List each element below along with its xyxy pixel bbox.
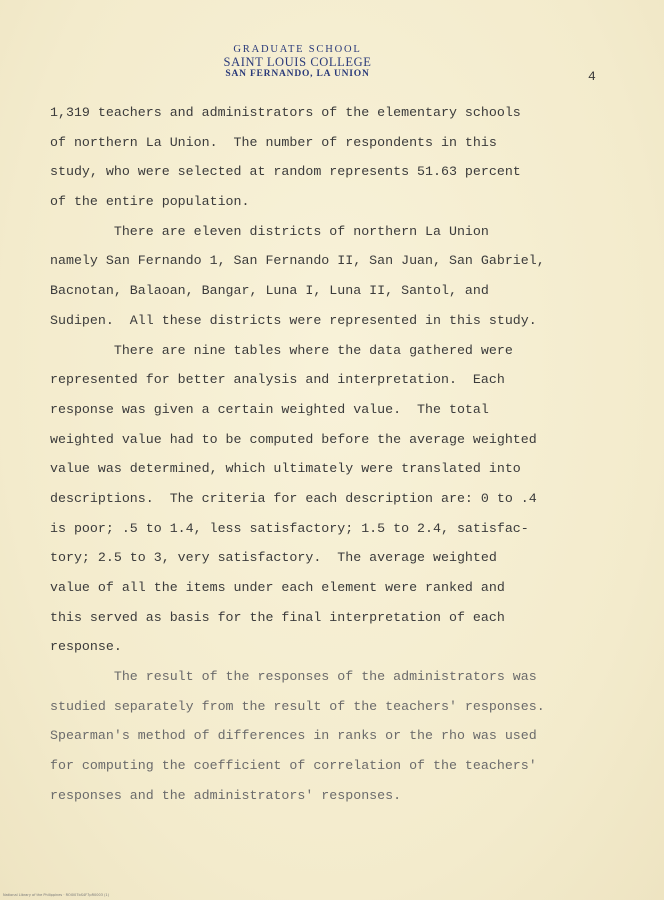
body-line: tory; 2.5 to 3, very satisfactory. The average weighted [50, 550, 497, 566]
body-line: of the entire population. [50, 194, 250, 210]
body-line: descriptions. The criteria for each description are: 0 to .4 [50, 490, 537, 506]
letterhead-institution: SAINT LOUIS COLLEGE [223, 55, 372, 69]
body-text [50, 98, 610, 811]
body-line: 1,319 teachers and administrators of the elementary schools [50, 105, 521, 120]
body-line: value was determined, which ultimately were translated into [50, 461, 521, 477]
body-line: of northern La Union. The number of respondents in this [50, 134, 497, 150]
body-line: study, who were selected at random represents 51.63 percent [50, 164, 521, 180]
body-line: responses and the administrators' responses. [50, 787, 402, 803]
body-line: There are nine tables where the data gathered were [50, 342, 513, 358]
body-line: The result of the responses of the administrators was [50, 669, 537, 685]
page-number: 4 [588, 69, 596, 84]
body-line: There are eleven districts of northern La Union [50, 223, 489, 239]
body-line: for computing the coefficient of correlation of the teachers' [50, 758, 537, 774]
letterhead [200, 44, 395, 80]
letterhead-location: SAN FERNANDO, LA UNION [225, 69, 370, 79]
body-line: studied separately from the result of the teachers' responses. [50, 698, 545, 714]
body-line: this served as basis for the final interpretation of each [50, 609, 505, 625]
body-line: weighted value had to be computed before the average weighted [50, 431, 537, 447]
archive-footer: National Library of the Philippines · ROI007bS4F7pR0003 (1) [3, 893, 110, 897]
letterhead-school-unit: GRADUATE SCHOOL [233, 44, 362, 55]
body-line: response. [50, 639, 122, 655]
body-line: namely San Fernando 1, San Fernando II, San Juan, San Gabriel, [50, 253, 545, 269]
body-line: represented for better analysis and interpretation. Each [50, 372, 505, 388]
body-line: Sudipen. All these districts were represented in this study. [50, 312, 537, 328]
body-line: response was given a certain weighted value. The total [50, 401, 489, 417]
body-line: Spearman's method of differences in ranks or the rho was used [50, 728, 537, 744]
body-line: is poor; .5 to 1.4, less satisfactory; 1.5 to 2.4, satisfac- [50, 520, 529, 536]
body-line: value of all the items under each element were ranked and [50, 580, 505, 595]
body-line: Bacnotan, Balaoan, Bangar, Luna I, Luna II, Santol, and [50, 283, 489, 299]
